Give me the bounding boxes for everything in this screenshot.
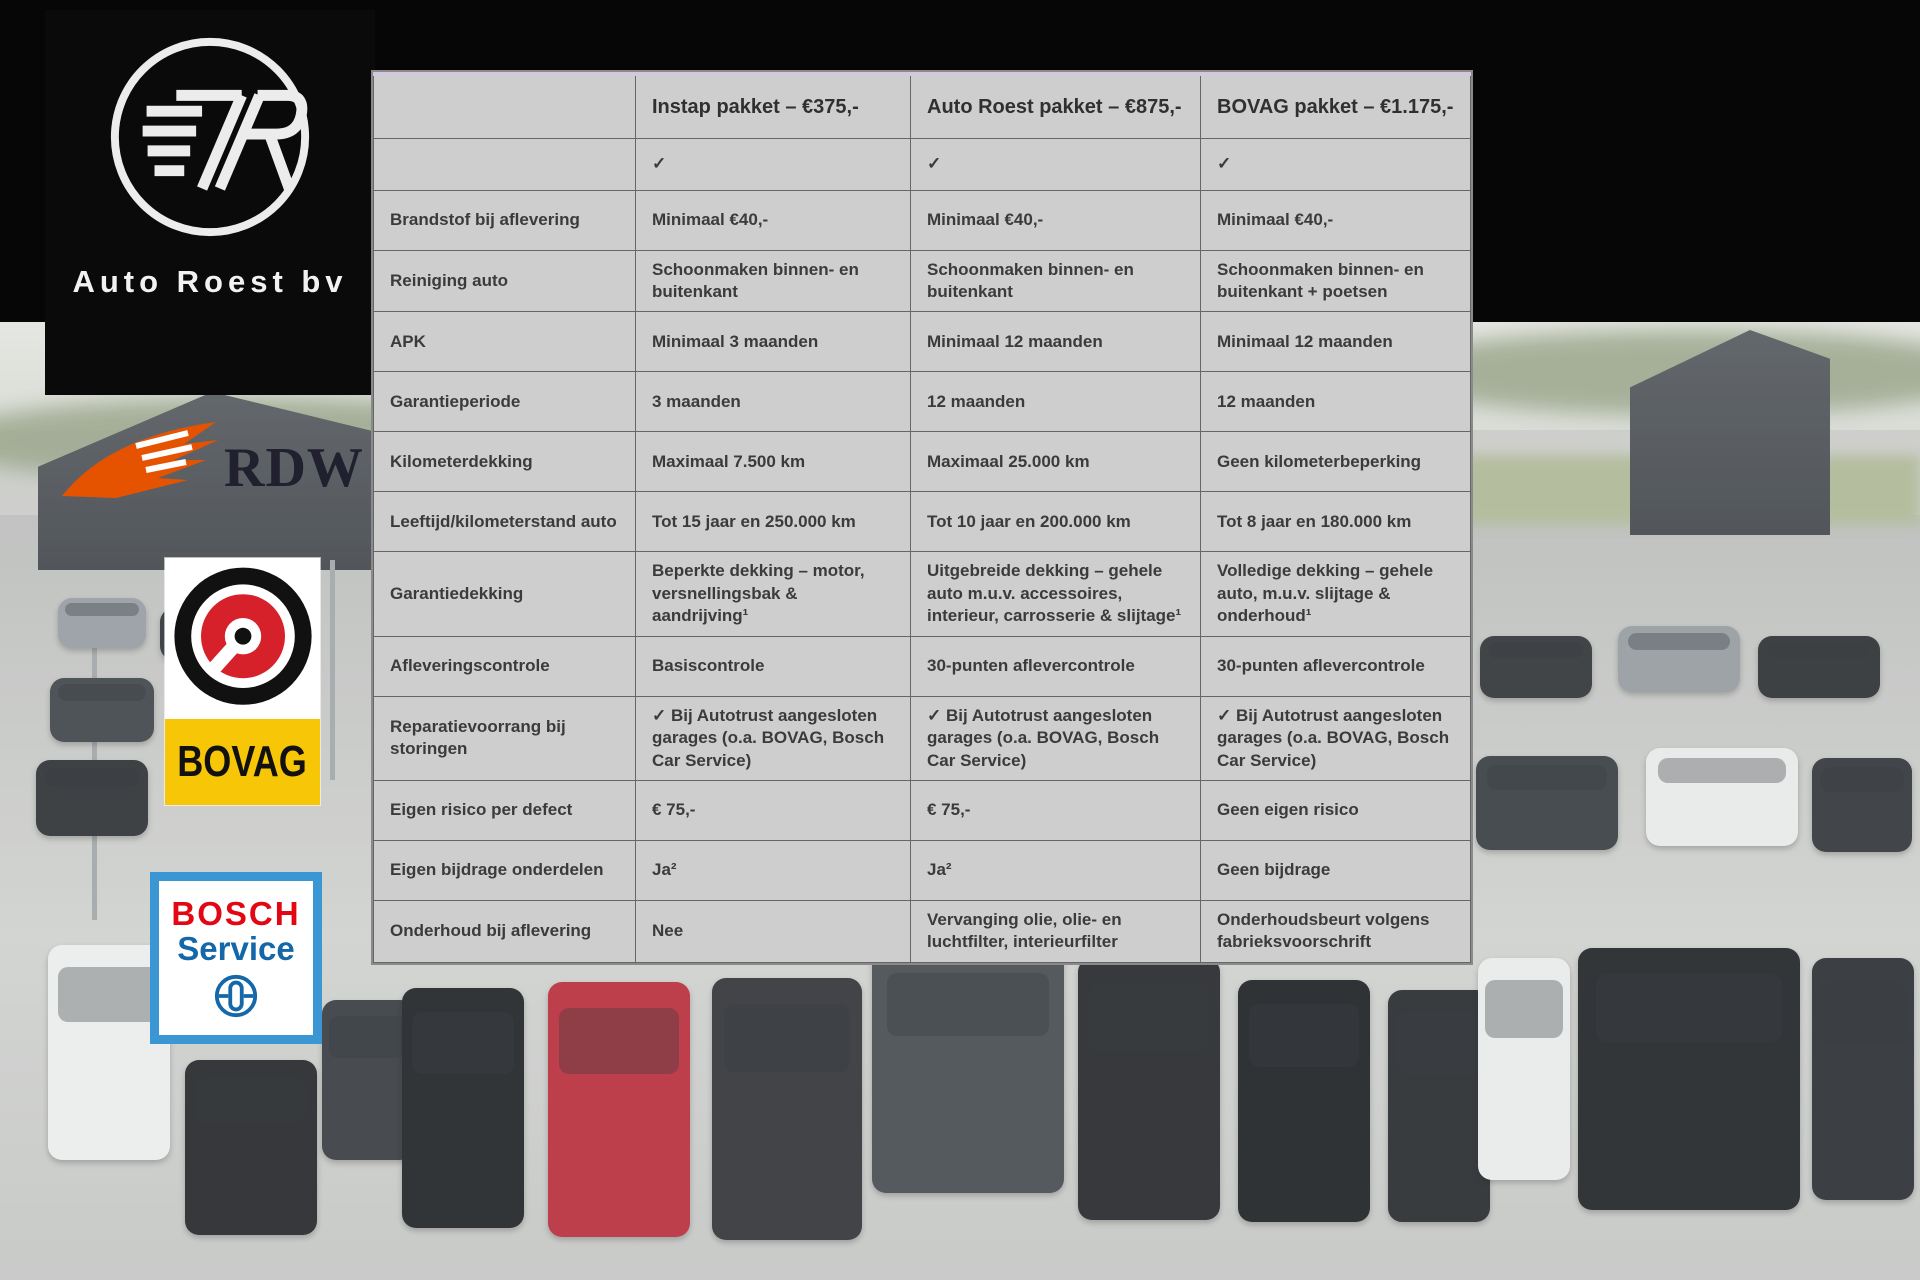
feature-label: Eigen risico per defect <box>374 781 636 841</box>
feature-label: Leeftijd/kilometerstand auto <box>374 492 636 552</box>
feature-value-cell: Uitgebreide dekking – gehele auto m.u.v. accessoires, interieur, carrosserie & slijtage¹ <box>911 552 1201 636</box>
table-row <box>374 901 1471 963</box>
feature-label: Kilometerdekking <box>374 432 636 492</box>
feature-value-cell: ✓ <box>636 138 911 190</box>
feature-value-cell: Maximaal 25.000 km <box>911 432 1201 492</box>
feature-label: APK <box>374 312 636 372</box>
table-row <box>374 841 1471 901</box>
table-row <box>374 552 1471 636</box>
feature-value-cell: Tot 10 jaar en 200.000 km <box>911 492 1201 552</box>
feature-column-header <box>374 74 636 138</box>
feature-value-cell: Minimaal €40,- <box>636 190 911 250</box>
feature-value-cell: Ja² <box>636 841 911 901</box>
feature-label: Reparatievoorrang bij storingen <box>374 696 636 780</box>
feature-value-cell: Nee <box>636 901 911 963</box>
brand-name: Auto Roest bv <box>72 264 348 299</box>
bovag-emblem-icon <box>165 558 320 719</box>
feature-value-cell: Maximaal 7.500 km <box>636 432 911 492</box>
feature-value-cell: 3 maanden <box>636 372 911 432</box>
package-column-header: Auto Roest pakket – €875,- <box>911 74 1201 138</box>
table-header <box>374 74 1471 138</box>
feature-value-cell: Minimaal €40,- <box>911 190 1201 250</box>
feature-value-cell: Vervanging olie, olie- en luchtfilter, interieurfilter <box>911 901 1201 963</box>
rdw-logo <box>58 418 364 518</box>
package-comparison-table <box>373 72 1471 963</box>
table-row <box>374 138 1471 190</box>
feature-value-cell: 12 maanden <box>1201 372 1471 432</box>
table-row <box>374 250 1471 312</box>
table-row <box>374 636 1471 696</box>
feature-value-cell: Volledige dekking – gehele auto, m.u.v. slijtage & onderhoud¹ <box>1201 552 1471 636</box>
table-row <box>374 372 1471 432</box>
feature-label: Eigen bijdrage onderdelen <box>374 841 636 901</box>
feature-label: Garantieperiode <box>374 372 636 432</box>
package-column-header: BOVAG pakket – €1.175,- <box>1201 74 1471 138</box>
feature-value-cell: Tot 15 jaar en 250.000 km <box>636 492 911 552</box>
package-column-header: Instap pakket – €375,- <box>636 74 911 138</box>
bovag-logo <box>165 558 320 805</box>
feature-value-cell: ✓ Bij Autotrust aangesloten garages (o.a. BOVAG, Bosch Car Service) <box>1201 696 1471 780</box>
bosch-service-label: Service <box>177 930 295 968</box>
feature-value-cell: Geen kilometerbeperking <box>1201 432 1471 492</box>
feature-label: Brandstof bij aflevering <box>374 190 636 250</box>
feature-value-cell: Schoonmaken binnen- en buitenkant <box>911 250 1201 312</box>
table-row <box>374 696 1471 780</box>
feature-value-cell: Tot 8 jaar en 180.000 km <box>1201 492 1471 552</box>
bosch-armature-icon <box>213 973 259 1019</box>
feature-label: Onderhoud bij aflevering <box>374 901 636 963</box>
table-row <box>374 781 1471 841</box>
feature-value-cell: € 75,- <box>911 781 1201 841</box>
feature-value-cell: Minimaal 12 maanden <box>911 312 1201 372</box>
feature-value-cell: Schoonmaken binnen- en buitenkant + poetsen <box>1201 250 1471 312</box>
feature-value-cell: 30-punten aflevercontrole <box>1201 636 1471 696</box>
feature-value-cell: ✓ Bij Autotrust aangesloten garages (o.a. BOVAG, Bosch Car Service) <box>636 696 911 780</box>
feature-value-cell: Basiscontrole <box>636 636 911 696</box>
feature-label: Garantiedekking <box>374 552 636 636</box>
feature-value-cell: 12 maanden <box>911 372 1201 432</box>
feature-value-cell: ✓ <box>911 138 1201 190</box>
bosch-service-logo <box>150 872 322 1044</box>
table-body <box>374 138 1471 962</box>
feature-value-cell: 30-punten aflevercontrole <box>911 636 1201 696</box>
feature-value-cell: Beperkte dekking – motor, versnellingsbak & aandrijving¹ <box>636 552 911 636</box>
bosch-label: BOSCH <box>171 894 301 932</box>
feature-label: Afleveringscontrole <box>374 636 636 696</box>
feature-value-cell: Ja² <box>911 841 1201 901</box>
feature-value-cell: Schoonmaken binnen- en buitenkant <box>636 250 911 312</box>
table-row <box>374 190 1471 250</box>
feature-label: Reiniging auto <box>374 250 636 312</box>
header-row <box>374 74 1471 138</box>
feature-value-cell: Minimaal €40,- <box>1201 190 1471 250</box>
rdw-wing-icon <box>58 418 230 518</box>
auto-roest-logo-icon <box>101 28 319 246</box>
feature-value-cell: Minimaal 3 maanden <box>636 312 911 372</box>
bovag-label: BOVAG <box>177 737 308 786</box>
table-row <box>374 432 1471 492</box>
feature-value-cell: ✓ <box>1201 138 1471 190</box>
feature-value-cell: Geen eigen risico <box>1201 781 1471 841</box>
table-row <box>374 492 1471 552</box>
table-row <box>374 312 1471 372</box>
feature-label <box>374 138 636 190</box>
feature-value-cell: Onderhoudsbeurt volgens fabrieksvoorschrift <box>1201 901 1471 963</box>
feature-value-cell: € 75,- <box>636 781 911 841</box>
feature-value-cell: Minimaal 12 maanden <box>1201 312 1471 372</box>
feature-value-cell: Geen bijdrage <box>1201 841 1471 901</box>
auto-roest-logo-box <box>45 10 375 395</box>
feature-value-cell: ✓ Bij Autotrust aangesloten garages (o.a. BOVAG, Bosch Car Service) <box>911 696 1201 780</box>
rdw-label: RDW <box>224 437 364 499</box>
bovag-band <box>165 719 320 805</box>
